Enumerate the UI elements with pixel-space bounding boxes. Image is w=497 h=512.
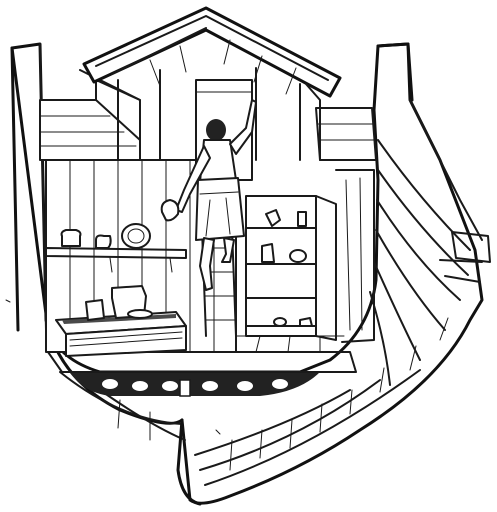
held-vessel: [162, 200, 179, 220]
cupboard-door: [316, 196, 336, 340]
bowl: [290, 250, 306, 262]
jar: [62, 230, 81, 246]
pot: [86, 300, 104, 320]
upper-right-structure: [306, 84, 376, 160]
pitcher: [262, 244, 274, 262]
plate: [122, 224, 150, 248]
upper-left-structure: [40, 70, 140, 160]
pitcher: [96, 236, 111, 249]
bowl: [274, 318, 286, 326]
bottle: [298, 212, 306, 226]
cupboard: [246, 196, 336, 340]
figure-tunic: [196, 178, 244, 240]
right-wall-planks: [346, 178, 362, 330]
pan: [128, 310, 152, 318]
jar: [300, 318, 312, 326]
figure-head: [206, 119, 226, 141]
